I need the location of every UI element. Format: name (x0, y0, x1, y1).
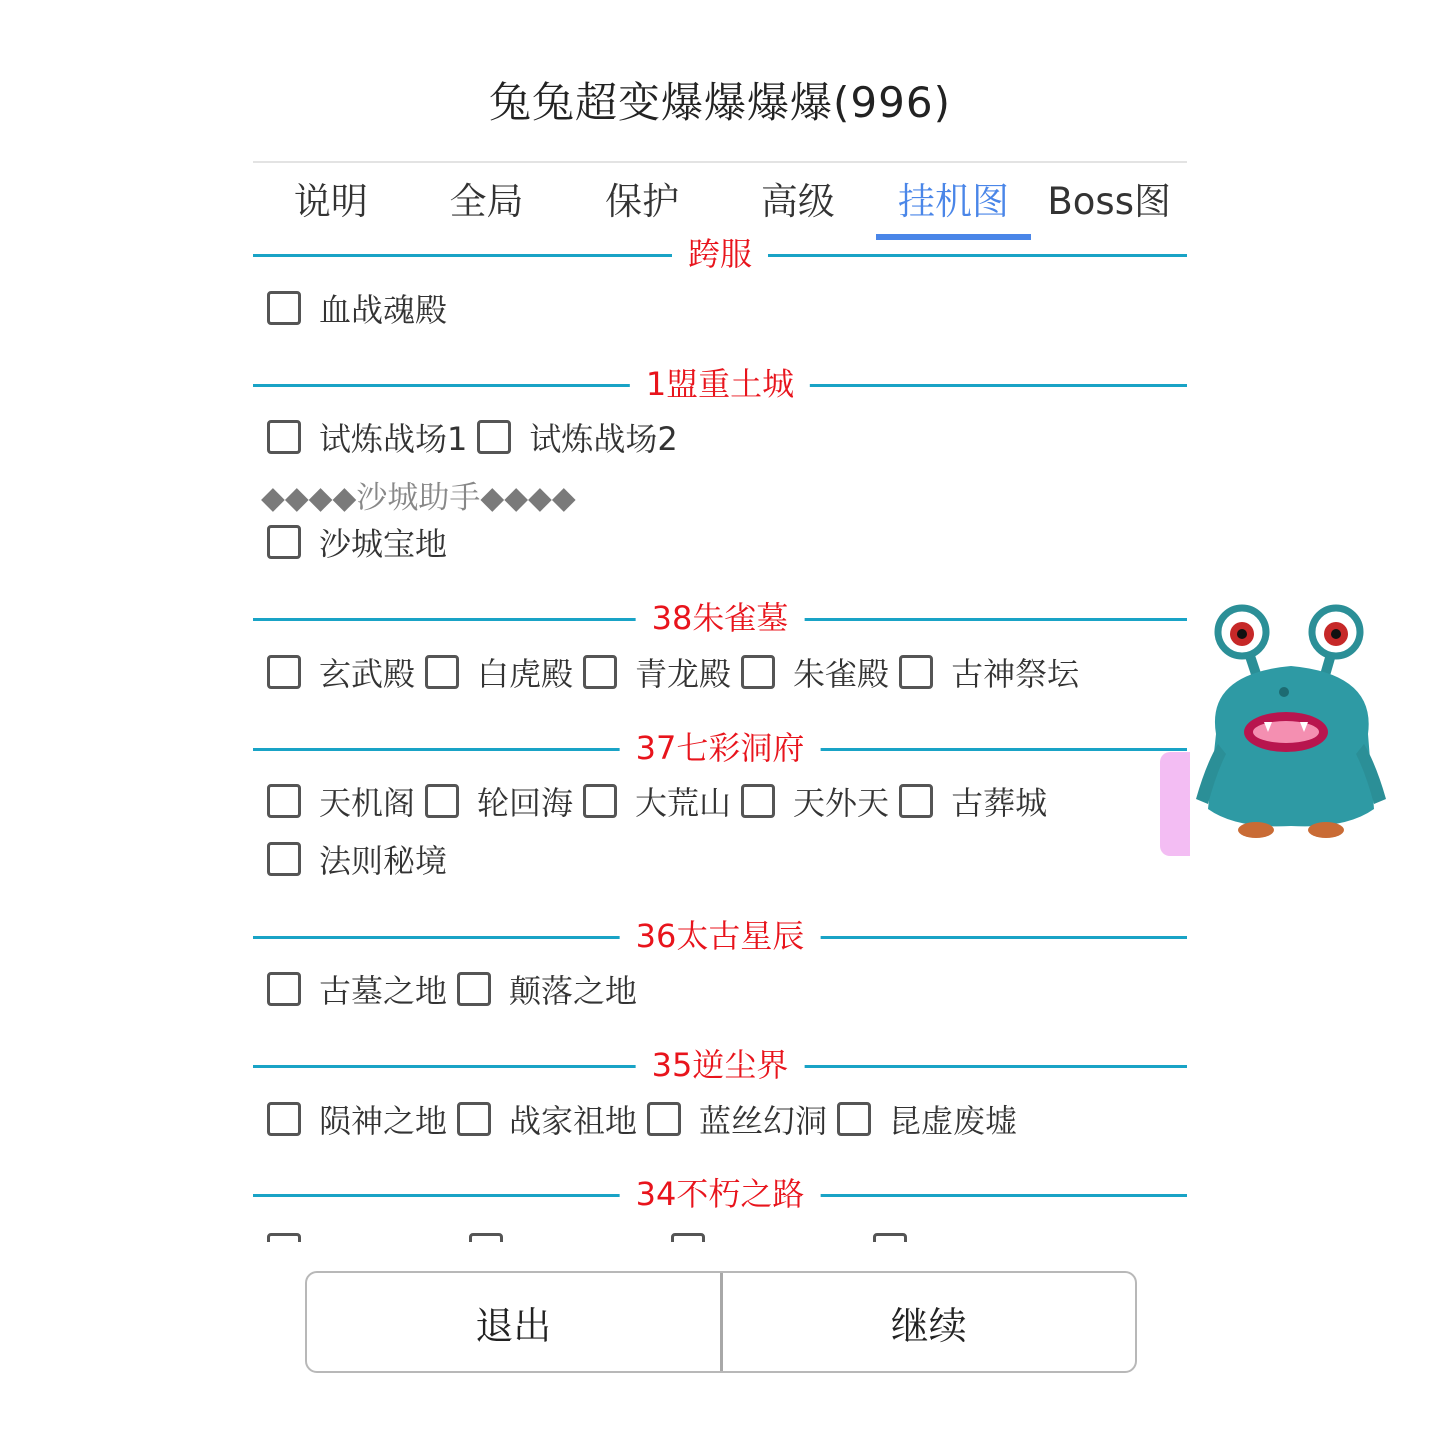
tab-boss-maps[interactable]: Boss图 (1047, 180, 1171, 223)
checkbox[interactable] (267, 291, 301, 325)
checkbox-label: 颠落之地 (509, 972, 638, 1010)
section-header (253, 1175, 1187, 1218)
checkbox[interactable] (899, 655, 933, 689)
dialog-title: 兔兔超变爆爆爆爆(996) (489, 78, 951, 127)
checkbox-item[interactable] (837, 1096, 1017, 1142)
checkbox[interactable] (671, 1233, 705, 1242)
checkbox-row (267, 778, 1057, 824)
checkbox-row (267, 285, 457, 331)
tab-instructions[interactable]: 说明 (293, 180, 368, 223)
checkbox-item[interactable] (873, 1233, 925, 1242)
checkbox[interactable] (267, 842, 301, 876)
diamond-decoration-left: ◆◆◆◆ (261, 480, 357, 516)
checkbox[interactable] (425, 784, 459, 818)
continue-button[interactable]: 继续 (720, 1273, 1136, 1371)
section-title: 跨服 (672, 238, 768, 274)
checkbox-item[interactable] (267, 836, 447, 882)
checkbox[interactable] (899, 784, 933, 818)
tab-global[interactable]: 全局 (449, 180, 524, 223)
tab-protection[interactable]: 保护 (605, 180, 680, 223)
checkbox[interactable] (425, 655, 459, 689)
monster-mascot-icon[interactable] (1186, 604, 1396, 844)
checkbox-row (267, 649, 1089, 695)
checkbox-label: 试炼战场2 (529, 420, 678, 458)
checkbox-item[interactable] (741, 778, 889, 824)
checkbox-label: 昆虚废墟 (889, 1102, 1018, 1140)
checkbox-label: 陨神之地 (319, 1102, 448, 1140)
section-header (253, 1046, 1187, 1089)
exit-button[interactable]: 退出 (475, 1303, 552, 1348)
checkbox-label: 轮回海 (477, 784, 574, 822)
checkbox-label: 天外天 (793, 784, 890, 822)
section-title: 35逆尘界 (636, 1045, 805, 1085)
helper-title: 沙城助手 (356, 480, 481, 516)
dialog-button-bar (305, 1271, 1137, 1373)
diamond-decoration-right: ◆◆◆◆ (480, 480, 576, 516)
tab-bar (253, 172, 1187, 238)
checkbox-item[interactable] (267, 1096, 447, 1142)
checkbox[interactable] (741, 784, 775, 818)
checkbox[interactable] (267, 655, 301, 689)
tab-idle-maps[interactable]: 挂机图 (876, 172, 1032, 238)
section-header (253, 365, 1187, 408)
checkbox-label: 蓝丝幻洞 (699, 1102, 828, 1140)
checkbox[interactable] (267, 1233, 301, 1242)
checkbox-item[interactable] (425, 649, 573, 695)
checkbox[interactable] (267, 1102, 301, 1136)
checkbox-item[interactable] (457, 1096, 637, 1142)
checkbox-item[interactable] (267, 519, 447, 565)
checkbox-label: 大荒山 (635, 784, 732, 822)
section-title: 38朱雀墓 (636, 598, 805, 638)
checkbox[interactable] (477, 420, 511, 454)
checkbox[interactable] (267, 525, 301, 559)
section-header (253, 917, 1187, 960)
checkbox[interactable] (837, 1102, 871, 1136)
checkbox-label: 法则秘境 (319, 842, 448, 880)
map-list-scroll-area[interactable] (253, 238, 1187, 1242)
tab-advanced[interactable]: 高级 (760, 180, 835, 223)
checkbox-item[interactable] (671, 1233, 723, 1242)
checkbox[interactable] (741, 655, 775, 689)
checkbox-label: 青龙殿 (635, 655, 732, 693)
section-header (253, 599, 1187, 642)
checkbox-label: 沙城宝地 (319, 525, 448, 563)
section-header (253, 729, 1187, 772)
checkbox[interactable] (647, 1102, 681, 1136)
section-title: 1盟重土城 (630, 364, 810, 404)
checkbox[interactable] (267, 972, 301, 1006)
checkbox-label: 朱雀殿 (793, 655, 890, 693)
section-title: 34不朽之路 (620, 1174, 821, 1214)
checkbox-row-cutoff (267, 1227, 935, 1242)
checkbox-item[interactable] (647, 1096, 827, 1142)
checkbox-row (267, 414, 688, 460)
checkbox-label: 天机阁 (319, 784, 416, 822)
checkbox-item[interactable] (583, 778, 731, 824)
checkbox-label: 玄武殿 (319, 655, 416, 693)
section-header (253, 238, 1187, 278)
checkbox-row (267, 966, 647, 1012)
checkbox[interactable] (469, 1233, 503, 1242)
checkbox-label: 古墓之地 (319, 972, 448, 1010)
checkbox-row (267, 519, 457, 565)
checkbox-item[interactable] (469, 1233, 521, 1242)
checkbox[interactable] (267, 784, 301, 818)
section-title: 37七彩洞府 (620, 728, 821, 768)
checkbox-item[interactable] (477, 414, 677, 460)
title-divider (253, 161, 1187, 163)
checkbox-row (267, 1096, 1027, 1142)
checkbox[interactable] (457, 972, 491, 1006)
checkbox[interactable] (583, 784, 617, 818)
checkbox-item[interactable] (899, 649, 1079, 695)
checkbox-item[interactable] (457, 966, 637, 1012)
checkbox-item[interactable] (741, 649, 889, 695)
checkbox[interactable] (267, 420, 301, 454)
checkbox-item[interactable] (267, 1233, 319, 1242)
checkbox-label: 古葬城 (951, 784, 1048, 822)
checkbox-label: 白虎殿 (477, 655, 574, 693)
checkbox-label: 血战魂殿 (319, 291, 448, 329)
checkbox-item[interactable] (267, 285, 447, 331)
checkbox-row (267, 836, 457, 882)
sand-city-helper-heading (261, 472, 576, 517)
section-title: 36太古星辰 (620, 916, 821, 956)
checkbox-label: 试炼战场1 (319, 420, 468, 458)
checkbox-label: 古神祭坛 (951, 655, 1080, 693)
checkbox-item[interactable] (583, 649, 731, 695)
checkbox-item[interactable] (899, 778, 1047, 824)
checkbox-item[interactable] (267, 778, 415, 824)
checkbox[interactable] (873, 1233, 907, 1242)
checkbox[interactable] (457, 1102, 491, 1136)
checkbox-item[interactable] (267, 649, 415, 695)
checkbox-label: 战家祖地 (509, 1102, 638, 1140)
checkbox-item[interactable] (267, 414, 467, 460)
checkbox-item[interactable] (267, 966, 447, 1012)
checkbox-item[interactable] (425, 778, 573, 824)
checkbox[interactable] (583, 655, 617, 689)
